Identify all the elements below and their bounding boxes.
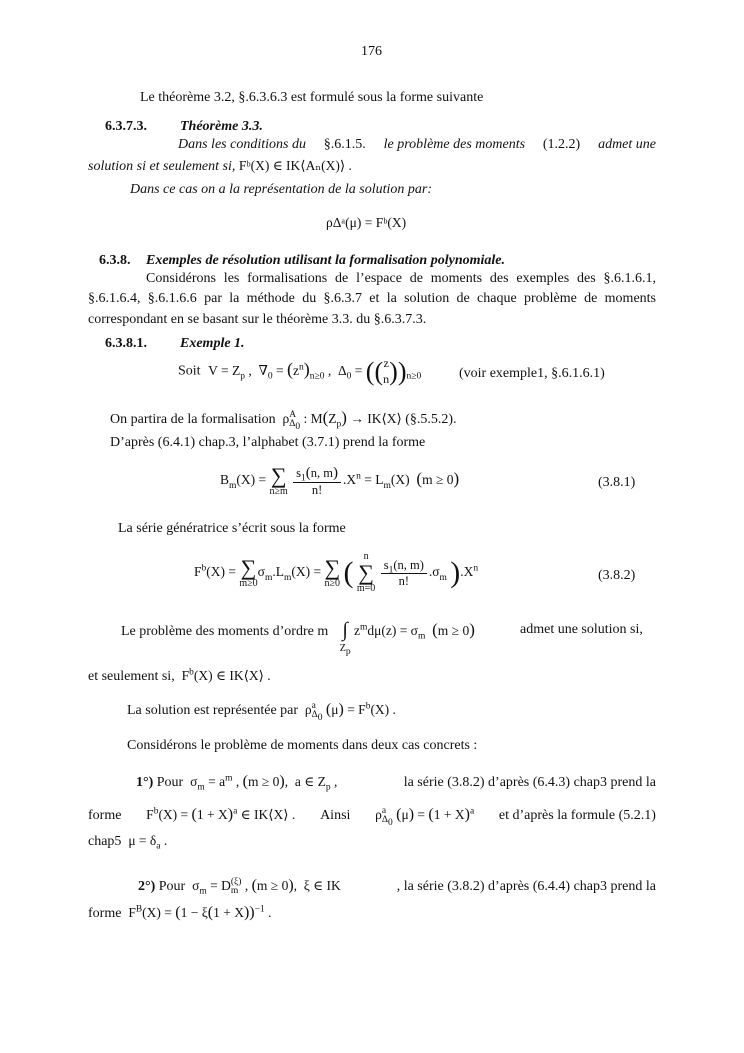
formalisation-text: On partira de la formalisation [110, 412, 276, 427]
case1-label: 1°) [136, 775, 154, 790]
case2-series-formula: $F^B(X) = (1 - \xi(1 + X))^{-1}$ . [124, 904, 272, 921]
solution-formula: ρa $\Delta_0$ $(\mu) = F^b(X)$ . [301, 701, 396, 723]
intro-text: Le théorème 3.2, §.6.3.6.3 est formulé sous la forme suivante [140, 90, 484, 105]
case1-series-formula: $F^b(X) = (1 + X)^a$ ∈ IK⟨X⟩ . [146, 806, 296, 823]
case2-label: 2°) [138, 879, 156, 894]
case1-forme: forme [88, 808, 122, 823]
moment-problem-formula: ∫ $Z_p$ $z^md\mu(z) = \sigma_m$ (m ≥ 0) [339, 619, 475, 657]
case2-pour: Pour [158, 879, 186, 894]
case1-line3 [88, 833, 167, 851]
moment-problem-text: Le problème des moments d’ordre m [121, 624, 329, 639]
theorem-condition: Fᵇ(X) ∈ IK⟨Aₙ(X)⟩ . [238, 158, 352, 173]
case1-rho-formula: ρa $\Delta_0$ $(\mu) = (1 + X)^a$ [375, 806, 475, 828]
case1-formula-ref: et d’après la formule (5.2.1) [498, 808, 656, 823]
equation-3-8-2: $F^b(X)$ = ∑ m≥0 $\sigma_m.L_m(X)$ = ∑ n≥0 ( n ∑ m=0 $\frac{s_1(n, m)}{n!}$ $.\sigma_m$ )$.X^n$ [194, 551, 479, 594]
soit-line [178, 356, 421, 387]
iff-line [88, 668, 271, 686]
case1-text: la série (3.8.2) d’après (6.4.3) chap3 prend la [403, 775, 656, 790]
case2-forme: forme [88, 906, 122, 921]
case2-line1 [138, 876, 656, 896]
iff-text: et seulement si, [88, 669, 175, 684]
theorem-formula: ρΔᵃ(μ) = Fᵇ(X) [326, 215, 407, 230]
section-number-6381: 6.3.8.1. [105, 336, 147, 351]
equation-3-8-1: $B_m(X)$ = ∑ n≥m $\frac{s_1(n, m)}{n!}$ $.X^n = L_m(X) (m \ge 0)$ [220, 463, 460, 497]
page-number: 176 [361, 44, 382, 59]
case1-line1 [136, 772, 656, 792]
equation-label-3-8-1: (3.8.1) [598, 475, 636, 490]
formalisation-formula: ρA $\Delta_0$ : $M(Z_p)$ → IK⟨X⟩ [279, 408, 402, 432]
case1-chap: chap5 [88, 834, 122, 849]
section-number-6373: 6.3.7.3. [105, 119, 147, 134]
serie-line: La série génératrice s’écrit sous la forme [118, 521, 346, 536]
section-title-638: Exemples de résolution utilisant la formalisation polynomiale. [146, 253, 505, 268]
equation-label-3-8-2: (3.8.2) [598, 568, 636, 583]
section-638-paragraph-text: Considérons les formalisations de l’espace de moments des exemples des §.6.1.6.1, §.6.1.6.4, §.6.1.6.6 par la méthode du §.6.3.7 et la solution de chaque problème de moments correspondant en se basant sur le théorème 3.3. du §.6.3.7.3. [88, 271, 656, 327]
theorem-line3: Dans ce cas on a la représentation de la solution par: [130, 182, 433, 197]
moment-problem-line [121, 619, 475, 657]
theorem-line1-e: admet une [598, 137, 656, 152]
theorem-line1-d: (1.2.2) [542, 137, 581, 152]
formalisation-line [110, 408, 457, 432]
theorem-line1-c: le problème des moments [383, 137, 526, 152]
alphabet-line: D’après (6.4.1) chap.3, l’alphabet (3.7.1) prend la forme [110, 435, 426, 450]
soit-reference: (voir exemple1, §.6.1.6.1) [459, 366, 605, 381]
theorem-line1-a: Dans les conditions du [178, 137, 306, 152]
moment-problem-admet: admet une solution si, [520, 622, 643, 637]
iff-formula: $F^b(X)$ ∈ IK⟨X⟩ . [178, 667, 271, 683]
formalisation-reference: (§.5.5.2). [405, 412, 457, 427]
case2-condition: $\sigma_m = D(\xi)$ m , (m ≥ 0), ξ ∈ IK [188, 877, 341, 897]
theorem-line1-b: §.6.1.5. [323, 137, 366, 152]
solution-line [127, 700, 396, 723]
example-title: Exemple 1. [180, 336, 245, 351]
concrete-cases-line: Considérons le problème de moments dans deux cas concrets : [127, 738, 478, 753]
case1-pour: Pour [156, 775, 184, 790]
case2-line2 [88, 903, 271, 923]
solution-text: La solution est représentée par [127, 703, 299, 718]
case1-condition: $\sigma_m = a^m$ , (m ≥ 0), a ∈ $Z_p$ , [186, 773, 338, 793]
section-638-paragraph [88, 269, 656, 330]
theorem-title: Théorème 3.3. [180, 119, 263, 134]
case1-mu-formula: $\mu = \delta_a$ . [124, 833, 168, 852]
theorem-line2 [88, 158, 352, 176]
case2-text: , la série (3.8.2) d’après (6.4.4) chap3 prend la [396, 879, 656, 894]
theorem-line2-text: solution si et seulement si, [88, 159, 236, 174]
case1-line2 [88, 805, 656, 828]
section-number-638: 6.3.8. [99, 253, 131, 268]
case1-ainsi: Ainsi [320, 808, 351, 823]
theorem-line1 [178, 137, 656, 154]
soit-formula: $V = Z_p$ , $\nabla_0 = (z^n)_{n\ge 0}$ , $\Delta_0 = ((z$ $n))_{n\ge 0}$ [208, 356, 422, 386]
soit-word: Soit [178, 363, 201, 379]
